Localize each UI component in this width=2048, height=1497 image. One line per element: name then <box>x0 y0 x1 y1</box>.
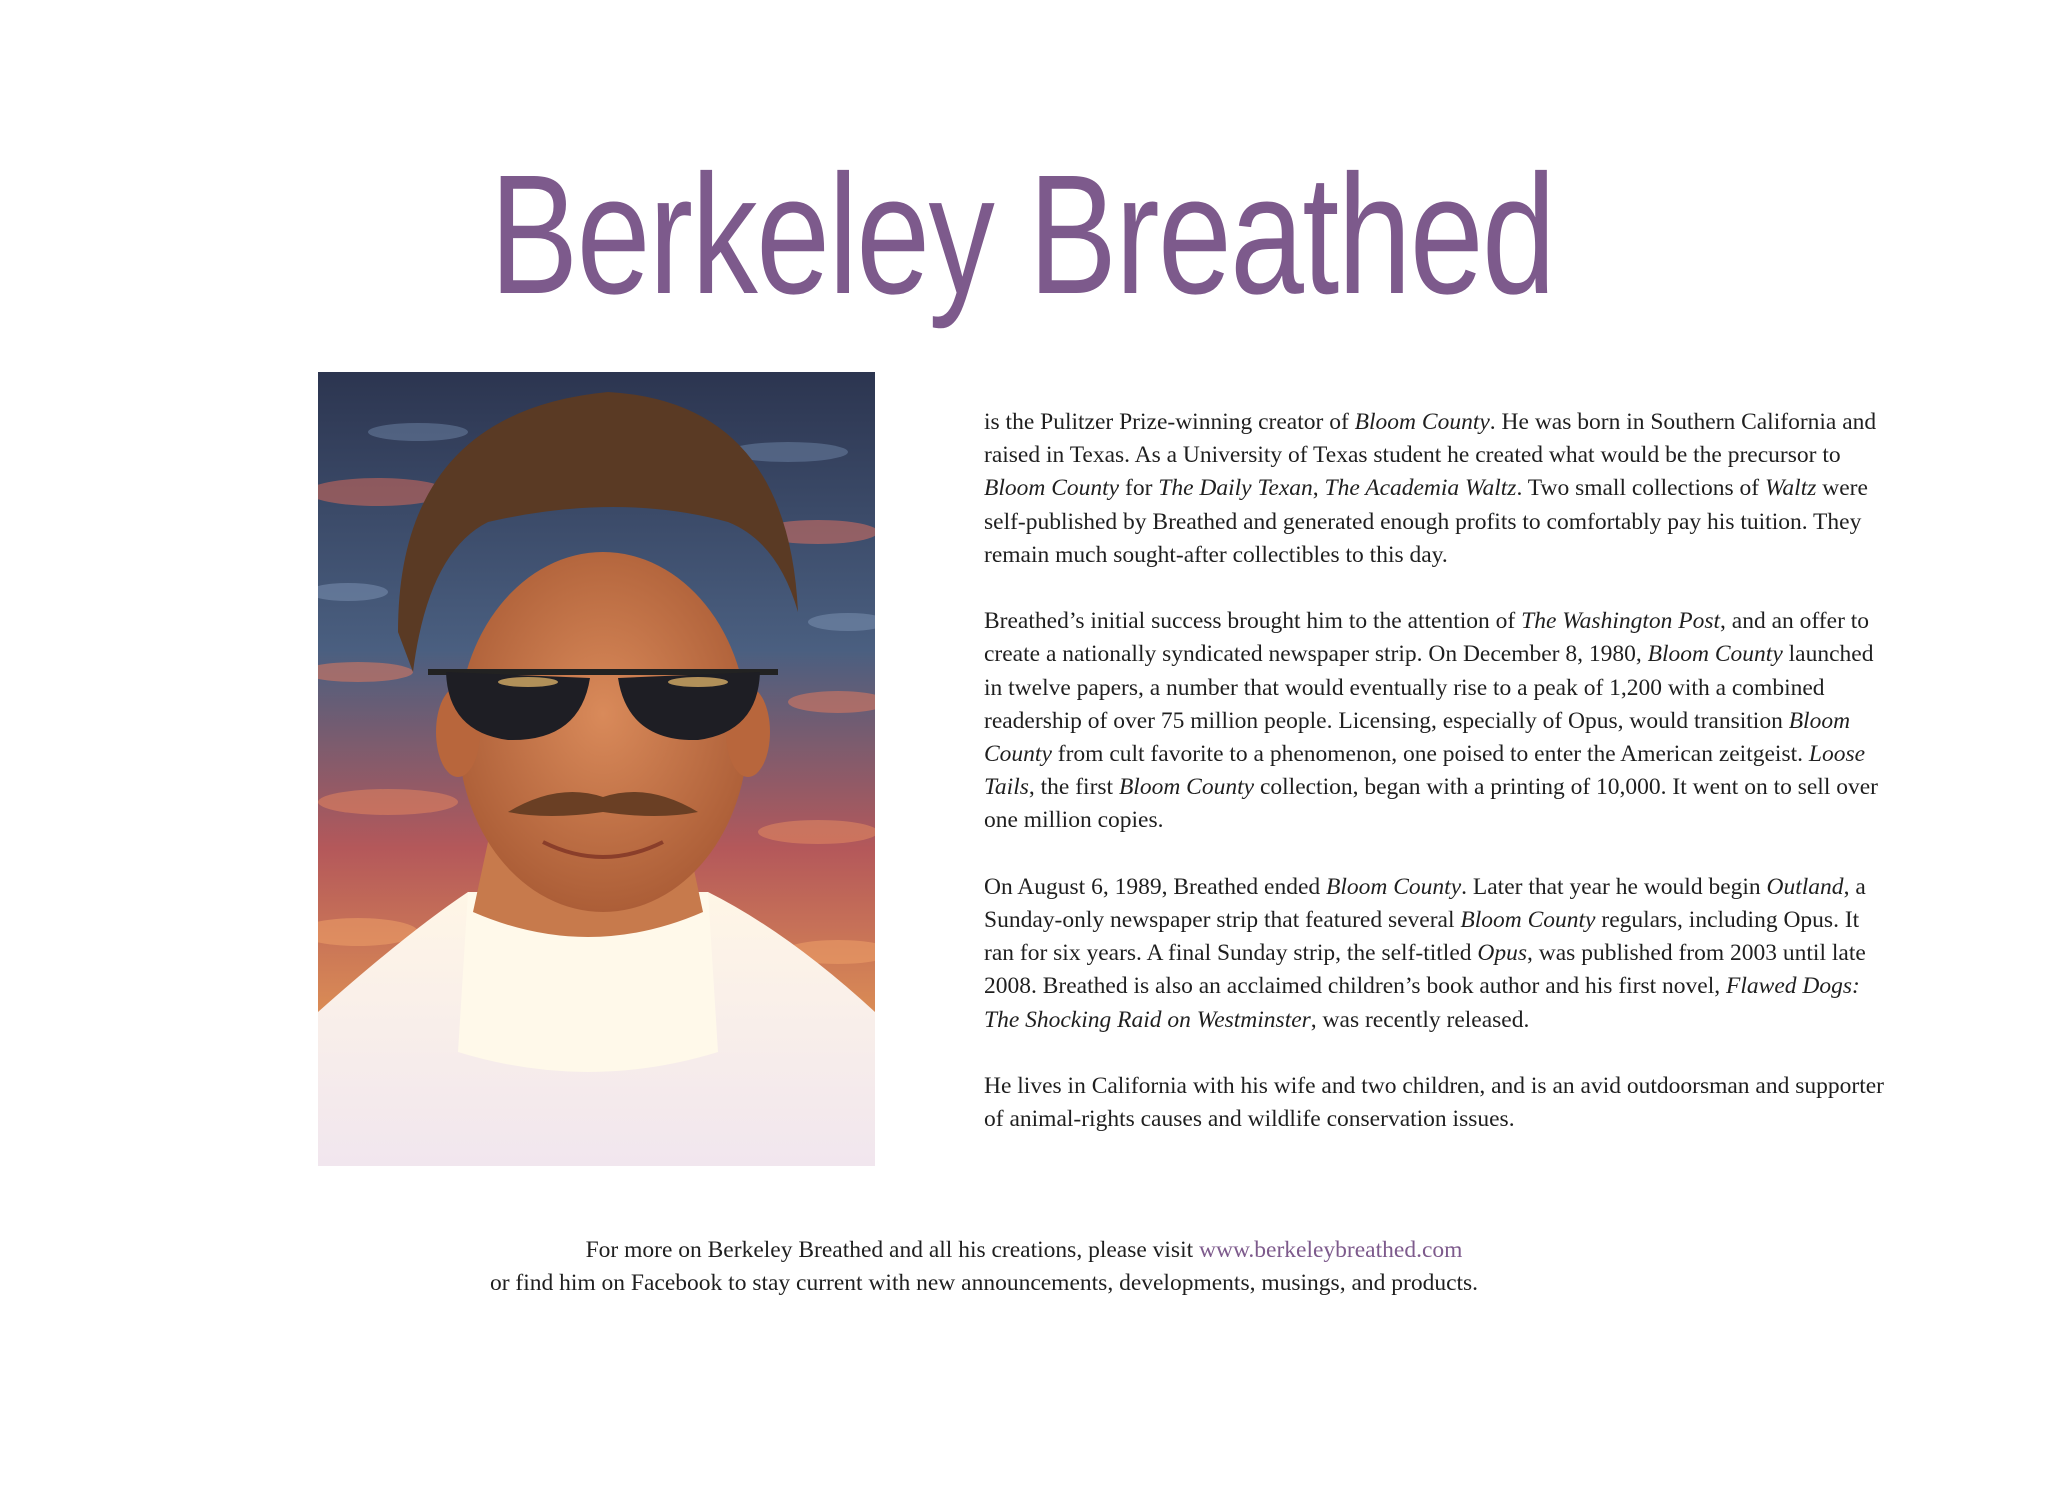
bio-paragraph <box>984 406 1884 572</box>
italic-title-text: Outland <box>1766 873 1844 900</box>
italic-title-text: Waltz <box>1765 475 1817 502</box>
bio-paragraph <box>984 1070 1884 1136</box>
portrait-icon <box>318 372 875 1166</box>
bio-text-run: for <box>1119 475 1159 502</box>
author-portrait-photo <box>318 372 875 1166</box>
bio-text-run: , the first <box>1028 774 1119 801</box>
italic-title-text: Bloom County <box>1118 774 1255 801</box>
italic-title-text: The Academia Waltz <box>1324 475 1517 502</box>
footer-text: For more on Berkeley Breathed and all his creations, please visit <box>585 1237 1200 1263</box>
bio-text-run: , and an offer to create a nationally syndicated newspaper strip. On December 8, 1980, <box>984 608 1870 668</box>
biography <box>984 406 1884 1170</box>
bio-text-run: . Later that year he would begin <box>1461 873 1767 900</box>
bio-text-run: , <box>1312 475 1325 502</box>
bio-text-run: is the Pulitzer Prize-winning creator of <box>984 409 1355 435</box>
page-title: Berkeley Breathed <box>489 140 1555 330</box>
bio-text-run: collection, began with a printing of 10,000. It went on to sell over one million copies. <box>984 774 1878 834</box>
website-link[interactable]: www.berkeleybreathed.com <box>1199 1237 1463 1263</box>
footer <box>0 1234 2008 1300</box>
bio-text-run: , a Sunday-only newspaper strip that featured several <box>984 873 1866 934</box>
italic-title-text: Bloom County <box>1326 873 1462 900</box>
bio-text-run: , was recently released. <box>1310 1006 1530 1033</box>
bio-text-run: launched in twelve papers, a number that would eventually rise to a peak of 1,200 with a combined readership of over 75 million people. Licensing, especially of Opus, would transition <box>984 641 1874 734</box>
bio-text-run: On August 6, 1989, Breathed ended <box>984 873 1327 900</box>
italic-title-text: The Daily Texan <box>1158 475 1313 502</box>
bio-paragraph <box>984 605 1884 837</box>
italic-title-text: Bloom County <box>984 707 1851 768</box>
bio-text-run: . Two small collections of <box>1516 475 1765 502</box>
bio-text-run: , was published from 2003 until late 2008. Breathed is also an acclaimed children’s book author and his first novel, <box>984 940 1866 1000</box>
footer-line-2: or find him on Facebook to stay current with new announcements, developments, musings, and products. <box>489 1270 1479 1297</box>
italic-title-text: Bloom County <box>1460 907 1596 934</box>
bio-text-run: were self-published by Breathed and generated enough profits to comfortably pay his tuition. They remain much sought-after collectibles to this day. <box>984 475 1868 568</box>
italic-title-text: Bloom County <box>1647 641 1783 668</box>
bio-text-run: from cult favorite to a phenomenon, one poised to enter the American zeitgeist. <box>1051 741 1809 768</box>
italic-title-text: Loose Tails <box>984 741 1866 801</box>
bio-text-run: regulars, including Opus. It ran for six years. A final Sunday strip, the self-titled <box>984 907 1860 967</box>
italic-title-text: Opus <box>1477 940 1528 967</box>
italic-title-text: The Washington Post <box>1521 608 1721 635</box>
bio-paragraph <box>984 871 1884 1037</box>
footer-line-1 <box>0 1234 2008 1267</box>
bio-text-run: He lives in California with his wife and two children, and is an avid outdoorsman and supporter of animal-rights causes and wildlife conservation issues. <box>984 1073 1884 1133</box>
bio-text-run: . He was born in Southern California and raised in Texas. As a University of Texas student he created what would be the precursor to <box>984 409 1877 469</box>
italic-title-text: Bloom County <box>1354 409 1490 435</box>
italic-title-text: Bloom County <box>984 475 1120 502</box>
bio-text-run: Breathed’s initial success brought him to the attention of <box>984 608 1522 635</box>
italic-title-text: Flawed Dogs: The Shocking Raid on Westminster <box>984 973 1860 1033</box>
